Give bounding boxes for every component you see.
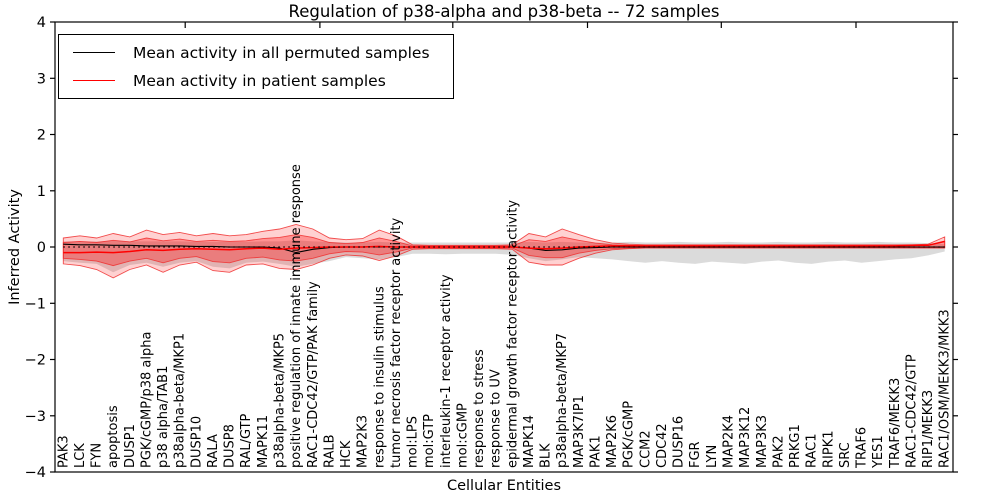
x-tick-label: p38 alpha/TAB1 — [156, 365, 172, 468]
x-tick-label: response to insulin stimulus — [372, 286, 388, 468]
x-tick-label: p38alpha-beta/MKP1 — [172, 332, 188, 468]
x-tick-label: LCK — [72, 443, 88, 468]
x-tick-label: PGK/cGMP — [621, 400, 637, 468]
y-axis-label: Inferred Activity — [7, 189, 23, 305]
x-tick-label: p38alpha-beta/MKP7 — [555, 332, 571, 468]
x-tick-label: TRAF6 — [854, 426, 870, 468]
legend-line-patient-swatch — [73, 80, 115, 81]
x-tick-label: interleukin-1 receptor activity — [438, 274, 454, 468]
x-tick-label: MAP3K3 — [754, 414, 770, 468]
y-tick-label: −3 — [24, 408, 46, 425]
x-tick-label: DUSP1 — [122, 424, 138, 468]
legend-item-permuted — [69, 42, 443, 63]
x-tick-label: DUSP8 — [222, 424, 238, 468]
x-tick-label: PAK3 — [56, 435, 72, 468]
x-tick-label: LYN — [704, 444, 720, 468]
x-tick-label: p38alpha-beta/MKP5 — [272, 332, 288, 468]
chart-title: Regulation of p38-alpha and p38-beta -- 72 samples — [288, 2, 720, 21]
x-tick-label: CDC42 — [655, 423, 670, 468]
x-tick-label: FYN — [89, 442, 105, 468]
x-tick-label: HCK — [339, 440, 354, 468]
x-tick-label: YES1 — [871, 435, 887, 468]
x-tick-label: MAP2K3 — [355, 414, 371, 468]
y-tick-label: −1 — [24, 296, 46, 313]
x-tick-label: DUSP10 — [189, 415, 205, 468]
y-tick-label: 2 — [36, 127, 46, 144]
x-tick-label: DUSP16 — [671, 415, 687, 468]
x-tick-label: RAL/GTP — [239, 413, 255, 468]
y-tick-label: 4 — [36, 15, 46, 31]
y-tick-label: 0 — [36, 240, 46, 256]
x-tick-label: FGR — [688, 441, 704, 468]
x-tick-label: MAP2K4 — [721, 414, 737, 468]
x-tick-label: MAP2K6 — [605, 414, 621, 468]
y-tick-label: −4 — [24, 465, 46, 481]
legend-label-permuted: Mean activity in all permuted samples — [133, 43, 430, 62]
x-tick-label: RALA — [206, 434, 221, 468]
legend-item-patient — [69, 70, 443, 91]
x-tick-label: CCM2 — [638, 430, 654, 468]
legend — [58, 34, 454, 99]
x-tick-label: RALB — [322, 434, 338, 468]
x-tick-label: MAPK14 — [521, 414, 537, 468]
x-tick-label: RAC1-CDC42/GTP/PAK family — [305, 281, 321, 468]
x-tick-label: PRKG1 — [788, 424, 803, 468]
x-tick-label: TRAF6/MEKK3 — [887, 377, 903, 468]
x-tick-label: BLK — [538, 443, 554, 468]
x-tick-label: mol:GTP — [422, 414, 438, 468]
y-tick-label: 1 — [36, 183, 46, 200]
x-tick-label: positive regulation of innate immune response — [289, 164, 305, 468]
x-tick-label: RIP1/MEKK3 — [921, 389, 937, 468]
x-tick-label: mol:cGMP — [455, 403, 471, 468]
x-tick-label: PGK/cGMP/p38 alpha — [139, 331, 155, 468]
legend-label-patient: Mean activity in patient samples — [133, 71, 386, 90]
x-tick-label: mol:LPS — [405, 416, 421, 468]
x-tick-label: MAP3K12 — [738, 406, 754, 468]
y-tick-label: 3 — [36, 71, 46, 88]
x-tick-label: response to UV — [488, 369, 504, 468]
y-tick-label: −2 — [24, 352, 46, 369]
x-tick-label: response to stress — [472, 349, 488, 468]
x-tick-label: apoptosis — [106, 405, 122, 468]
x-tick-label: MAPK11 — [255, 414, 271, 468]
x-tick-label: tumor necrosis factor receptor activity — [388, 217, 404, 468]
x-tick-label: PAK2 — [771, 435, 787, 468]
x-tick-label: RAC1-CDC42/GTP — [904, 354, 920, 468]
legend-line-permuted-swatch — [73, 52, 115, 53]
x-tick-label: RAC1/OSM/MEKK3/MKK3 — [937, 309, 953, 468]
x-tick-label: PAK1 — [588, 435, 604, 468]
x-tick-label: RIPK1 — [821, 430, 837, 468]
x-tick-label: SRC — [837, 442, 853, 468]
x-tick-label: epidermal growth factor receptor activity — [505, 199, 521, 468]
x-axis-label: Cellular Entities — [446, 478, 562, 494]
x-tick-label: RAC1 — [804, 433, 820, 468]
x-tick-label: MAP3K7IP1 — [571, 395, 587, 468]
